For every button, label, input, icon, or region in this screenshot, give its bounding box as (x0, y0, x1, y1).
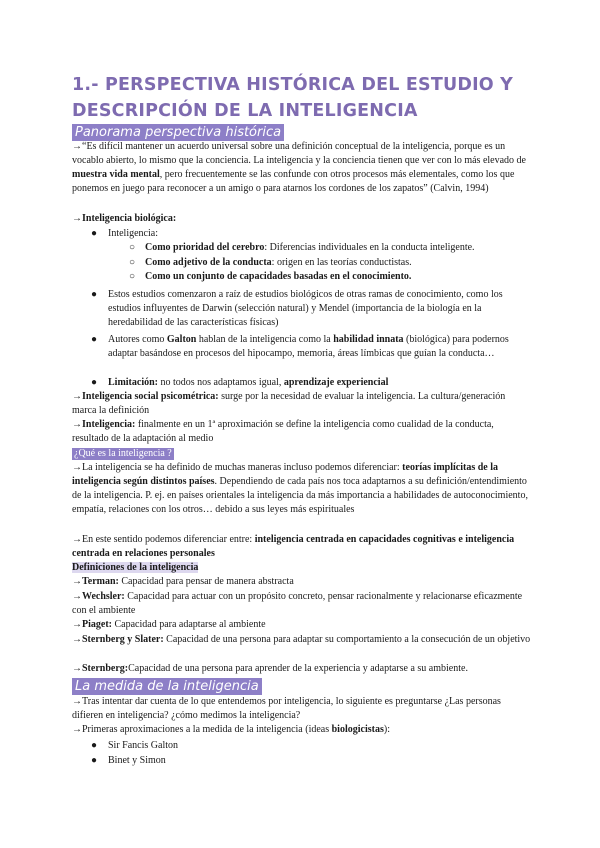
text-bold: →Sternberg: (72, 663, 129, 674)
text-bold: →Wechsler: (72, 591, 125, 602)
text-bold: aprendizaje experiencial (283, 377, 389, 388)
paragraph-primeras-aproximaciones (72, 723, 532, 737)
definitions-heading (72, 561, 532, 575)
text: Autores como (108, 334, 167, 345)
bullet-icon: ● (91, 289, 98, 300)
definition-sternberg (72, 662, 532, 676)
biological-intelligence-heading: →Inteligencia biológica: (72, 213, 177, 224)
list-item-binet-simon: Binet y Simon (108, 755, 166, 766)
text-bold: teorías implícitas de la inteligencia según distintos países (72, 462, 498, 487)
section-heading-panorama: Panorama perspectiva histórica (72, 124, 284, 141)
text: no todos nos adaptamos igual, (158, 377, 284, 388)
list-item-inteligencia: Inteligencia: (108, 228, 158, 239)
text: (biológica) para podernos adaptar basándose en procesos del hipocampo, memoria, áreas límbicas que guían la conducta… (108, 334, 509, 359)
text: Capacidad para actuar con un propósito concreto, pensar racionalmente y relacionarse eficazmente con el ambiente (72, 591, 523, 616)
text: →Primeras aproximaciones a la medida de la inteligencia (ideas (72, 724, 332, 735)
text-bold: →Inteligencia social psicométrica: (72, 391, 219, 402)
paragraph-psicometrica (72, 390, 532, 418)
text-bold: →Inteligencia: (72, 419, 136, 430)
text: →En este sentido podemos diferenciar entre: (72, 534, 255, 545)
list-item-estudios: Estos estudios comenzaron a raíz de estudios biológicos de otras ramas de conocimiento, como los estudios influyentes de Darwin (selección natural) y Mendel (importancia de la biología en la heredabilidad de las características físicas) (108, 289, 503, 328)
text: surge por la necesidad de evaluar la inteligencia. La cultura/generación marca la definición (72, 391, 506, 416)
paragraph-calvin-quote (72, 140, 532, 196)
hollow-bullet-icon: ○ (129, 257, 136, 268)
text: hablan de la inteligencia como la (196, 334, 334, 345)
hollow-bullet-icon: ○ (129, 242, 136, 253)
text: Capacidad para adaptarse al ambiente (112, 619, 266, 630)
text: Capacidad de una persona para aprender de la experiencia y adaptarse a su ambiente. (128, 663, 468, 674)
text-bold: inteligencia centrada en capacidades cognitivas e inteligencia centrada en relaciones personales (72, 534, 515, 559)
definition-wechsler (72, 590, 532, 618)
definitions-heading-text: Definiciones de la inteligencia (72, 562, 199, 573)
bullet-icon: ● (91, 228, 98, 239)
text-bold: habilidad innata (333, 334, 404, 345)
sub-item-capacidades: Como un conjunto de capacidades basadas en el conocimiento. (145, 271, 412, 282)
quote-text-end: , pero frecuentemente se las confunde con otros procesos más elementales, como los que ponemos en juego para reconocer a un amigo o para atarnos los cordones de los zapatos” (Calvin, 1994) (72, 169, 515, 194)
text-bold: →Sternberg y Slater: (72, 634, 164, 645)
paragraph-diferenciar (72, 533, 532, 561)
text: . Dependiendo de cada país nos toca adaptarnos a su definición/entendimiento de la inteligencia. P. ej. en países orientales la inteligencia da más importancia a habilidades de autoconocimiento, empatía, relaciones con los otros… debido a sus leyes más espirituales (72, 476, 528, 515)
bullet-icon: ● (91, 755, 98, 766)
quote-text-start: →“Es difícil mantener un acuerdo universal sobre una definición conceptual de la inteligencia, porque es un vocablo abierto, lo mismo que la conciencia. La inteligencia y la conciencia tienen que ver con lo más elevado de (72, 141, 526, 166)
sub-item-bold: Como prioridad del cerebro (145, 242, 265, 253)
hollow-bullet-icon: ○ (129, 271, 136, 282)
bullet-icon: ● (91, 377, 98, 388)
paragraph-teorias-implicitas (72, 461, 532, 517)
bullet-icon: ● (91, 334, 98, 345)
text-bold: →Piaget: (72, 619, 112, 630)
list-item-limitacion (108, 376, 528, 390)
sub-item-text: : origen en las teorías conductistas. (271, 257, 412, 268)
text: →La inteligencia se ha definido de muchas maneras incluso podemos diferenciar: (72, 462, 403, 473)
paragraph-inteligencia-definicion (72, 418, 532, 446)
text: ): (383, 724, 390, 735)
text-bold: →Terman: (72, 576, 119, 587)
section-heading-que-es: ¿Qué es la inteligencia ? (74, 448, 172, 459)
text: Capacidad de una persona para adaptar su comportamiento a la consecución de un objetivo (163, 634, 531, 645)
definition-terman (72, 575, 532, 589)
sub-item-conducta (145, 256, 535, 270)
text-bold: biologicistas (331, 724, 384, 735)
definition-sternberg-slater (72, 633, 532, 647)
definition-piaget (72, 618, 532, 632)
page-title: 1.- PERSPECTIVA HISTÓRICA DEL ESTUDIO Y DESCRIPCIÓN DE LA INTELIGENCIA (72, 75, 514, 121)
text-bold: Galton (166, 334, 197, 345)
paragraph-medida-pregunta: →Tras intentar dar cuenta de lo que entendemos por inteligencia, lo siguiente es preguntarse ¿Las personas difieren en inteligencia? ¿cómo medimos la inteligencia? (72, 696, 501, 721)
text-bold: Limitación: (108, 377, 158, 388)
bullet-icon: ● (91, 740, 98, 751)
sub-item-cerebro (145, 241, 535, 255)
quote-text-bold: muestra vida mental (72, 169, 160, 180)
list-item-galton-name: Sir Fancis Galton (108, 740, 178, 751)
sub-item-bold: Como adjetivo de la conducta (145, 257, 272, 268)
list-item-galton (108, 333, 528, 361)
text: finalmente en un 1ª aproximación se define la inteligencia como cualidad de la conducta, resultado de la adaptación al medio (72, 419, 494, 444)
sub-item-text: : Diferencias individuales en la conducta inteligente. (264, 242, 475, 253)
text: Capacidad para pensar de manera abstracta (118, 576, 294, 587)
section-heading-medida: La medida de la inteligencia (72, 678, 262, 695)
